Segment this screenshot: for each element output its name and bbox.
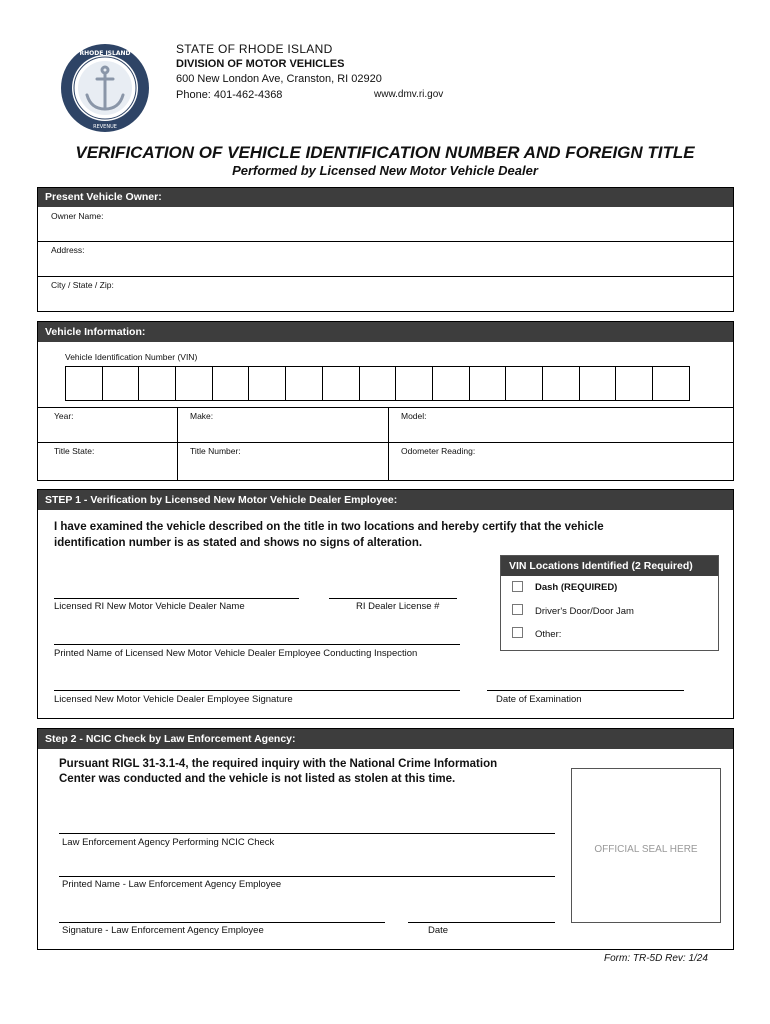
vin-char-box[interactable]: [285, 366, 323, 401]
drivers-door-checkbox[interactable]: [512, 604, 523, 615]
dealer-signature-label: Licensed New Motor Vehicle Dealer Employee Signature: [54, 694, 293, 705]
step2-heading: Step 2 - NCIC Check by Law Enforcement Agency:: [38, 729, 733, 749]
officer-printed-name-label: Printed Name - Law Enforcement Agency Employee: [62, 879, 282, 890]
title-number-field[interactable]: [178, 443, 388, 480]
svg-text:REVENUE: REVENUE: [93, 124, 117, 130]
vehicle-section: [37, 321, 734, 481]
dmv-website: www.dmv.ri.gov: [374, 89, 444, 100]
dealer-name-line[interactable]: [54, 598, 299, 599]
odometer-label: Odometer Reading:: [401, 446, 476, 456]
printed-name-line[interactable]: [54, 644, 460, 645]
vin-locations-box: [500, 555, 719, 651]
owner-heading: Present Vehicle Owner:: [38, 188, 733, 207]
vin-char-box[interactable]: [652, 366, 690, 401]
vin-locations-heading: VIN Locations Identified (2 Required): [501, 556, 718, 576]
vehicle-heading: Vehicle Information:: [38, 322, 733, 342]
address-field[interactable]: [38, 242, 733, 276]
dealer-signature-line[interactable]: [54, 690, 460, 691]
other-checkbox[interactable]: [512, 627, 523, 638]
title-state-label: Title State:: [54, 446, 95, 456]
year-label: Year:: [54, 411, 74, 421]
printed-name-label: Printed Name of Licensed New Motor Vehicle Dealer Employee Conducting Inspection: [54, 648, 418, 659]
step2-cert-line2: Center was conducted and the vehicle is not listed as stolen at this time.: [59, 773, 456, 785]
vin-char-box[interactable]: [65, 366, 103, 401]
year-field[interactable]: [38, 408, 177, 442]
vin-label: Vehicle Identification Number (VIN): [65, 352, 198, 362]
vin-char-box[interactable]: [322, 366, 360, 401]
vin-char-box[interactable]: [102, 366, 140, 401]
division-name: DIVISION OF MOTOR VEHICLES: [176, 58, 345, 70]
odometer-field[interactable]: [389, 443, 733, 480]
owner-name-label: Owner Name:: [51, 211, 104, 221]
agency-label: Law Enforcement Agency Performing NCIC Check: [62, 837, 275, 848]
step2-cert-line1: Pursuant RIGL 31-3.1-4, the required inquiry with the National Crime Information: [59, 758, 498, 770]
vin-char-box[interactable]: [248, 366, 286, 401]
address-label: Address:: [51, 245, 85, 255]
officer-signature-label: Signature - Law Enforcement Agency Employee: [62, 925, 264, 936]
dmv-phone: Phone: 401-462-4368: [176, 89, 283, 101]
step1-cert-line2: identification number is as stated and shows no signs of alteration.: [54, 537, 423, 549]
city-state-zip-label: City / State / Zip:: [51, 280, 114, 290]
officer-signature-line[interactable]: [59, 922, 385, 923]
examination-date-line[interactable]: [487, 690, 684, 691]
vin-char-box[interactable]: [469, 366, 507, 401]
vin-char-box[interactable]: [432, 366, 470, 401]
drivers-door-option-label: Driver's Door/Door Jam: [535, 606, 634, 617]
make-label: Make:: [190, 411, 214, 421]
model-field[interactable]: [389, 408, 733, 442]
form-subtitle: Performed by Licensed New Motor Vehicle Dealer: [232, 163, 538, 178]
step1-section: [37, 489, 734, 719]
vin-char-box[interactable]: [579, 366, 617, 401]
ncic-date-label: Date: [428, 925, 449, 936]
vin-char-box[interactable]: [615, 366, 653, 401]
dash-checkbox[interactable]: [512, 581, 523, 592]
vin-char-box[interactable]: [212, 366, 250, 401]
other-option-label: Other:: [535, 629, 562, 640]
step1-heading: STEP 1 - Verification by Licensed New Motor Vehicle Dealer Employee:: [38, 490, 733, 510]
dmv-address: 600 New London Ave, Cranston, RI 02920: [176, 73, 382, 85]
title-state-field[interactable]: [38, 443, 177, 480]
form-number: Form: TR-5D Rev: 1/24: [604, 953, 708, 964]
officer-printed-name-line[interactable]: [59, 876, 555, 877]
step1-cert-line1: I have examined the vehicle described on the title in two locations and hereby certify that the vehicle: [54, 521, 604, 533]
dash-option-label: Dash (REQUIRED): [535, 582, 618, 593]
dealer-license-label: RI Dealer License #: [356, 601, 440, 612]
official-seal-box: [571, 768, 721, 923]
vin-char-box[interactable]: [138, 366, 176, 401]
model-label: Model:: [401, 411, 427, 421]
vin-char-box[interactable]: [359, 366, 397, 401]
step2-section: [37, 728, 734, 950]
city-state-zip-field[interactable]: [38, 277, 733, 311]
state-name: STATE OF RHODE ISLAND: [176, 42, 333, 56]
owner-section: [37, 187, 734, 312]
official-seal-label: OFFICIAL SEAL HERE: [594, 844, 698, 855]
agency-line[interactable]: [59, 833, 555, 834]
ncic-date-line[interactable]: [408, 922, 555, 923]
svg-text:RHODE ISLAND: RHODE ISLAND: [79, 50, 131, 57]
vin-char-box[interactable]: [542, 366, 580, 401]
dealer-license-line[interactable]: [329, 598, 457, 599]
dealer-name-label: Licensed RI New Motor Vehicle Dealer Name: [54, 601, 245, 612]
form-title: VERIFICATION OF VEHICLE IDENTIFICATION NUMBER AND FOREIGN TITLE: [75, 143, 695, 162]
vin-char-box[interactable]: [505, 366, 543, 401]
examination-date-label: Date of Examination: [496, 694, 582, 705]
title-number-label: Title Number:: [190, 446, 241, 456]
make-field[interactable]: [178, 408, 388, 442]
vin-input-boxes[interactable]: [66, 366, 690, 401]
vin-char-box[interactable]: [395, 366, 433, 401]
state-seal-logo: [55, 43, 155, 133]
vin-char-box[interactable]: [175, 366, 213, 401]
owner-name-field[interactable]: [38, 207, 733, 241]
